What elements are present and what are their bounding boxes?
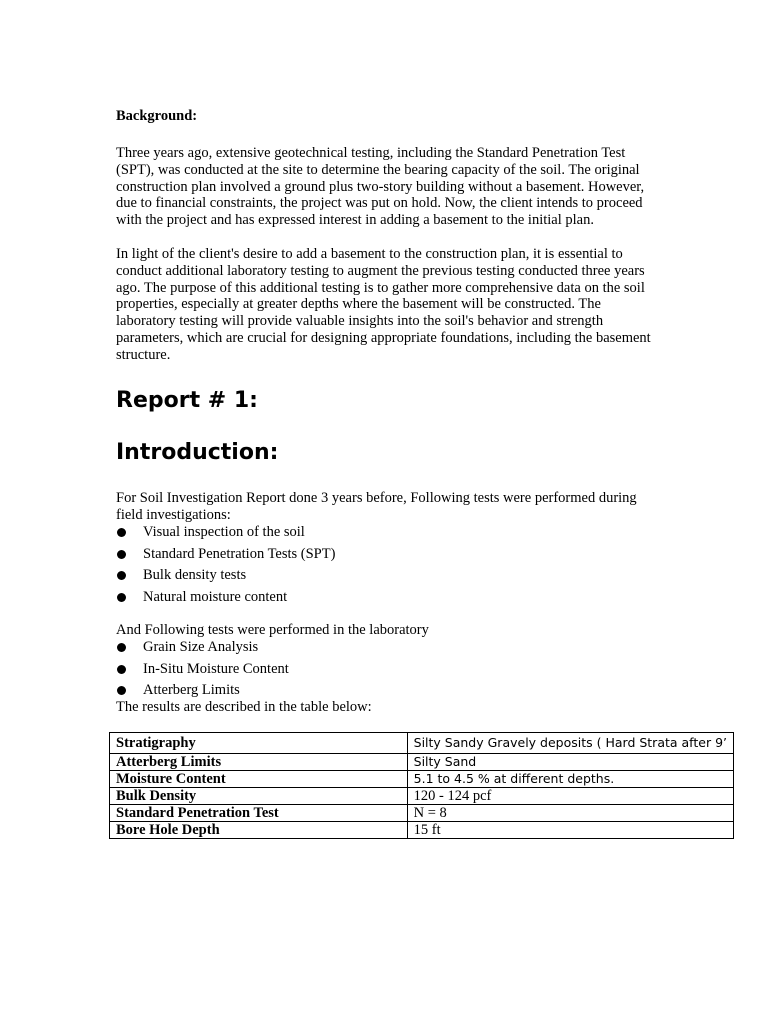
list-item <box>116 661 289 683</box>
lab-tests-list <box>116 639 289 704</box>
background-paragraph-2: In light of the client's desire to add a basement to the construction plan, it is essential to conduct additional laboratory testing to augment the previous testing conducted three years ago. The purpose of this additional testing is to gather more comprehensive data on the soil properties, especially at greater depths where the basement will be constructed. The laboratory testing will provide valuable insights into the soil's behavior and strength parameters, which are crucial for designing appropriate foundations, including the basement structure. <box>116 246 651 363</box>
bullet-icon <box>117 665 126 674</box>
table-row <box>110 771 734 788</box>
bullet-icon <box>117 528 126 537</box>
list-item-label: Grain Size Analysis <box>143 639 259 655</box>
table-row <box>110 754 734 771</box>
laboratory-text: And Following tests were performed in the laboratory <box>116 622 429 638</box>
list-item-label: Natural moisture content <box>143 588 288 605</box>
table-cell-value: 5.1 to 4.5 % at different depths. <box>407 771 733 788</box>
report-title: Report # 1: <box>116 388 258 413</box>
list-item <box>116 524 335 546</box>
table-cell-value: 120 - 124 pcf <box>407 788 733 805</box>
list-item-label: Standard Penetration Tests (SPT) <box>143 545 336 562</box>
introduction-heading: Introduction: <box>116 440 279 465</box>
list-item <box>116 546 335 568</box>
results-intro-text: The results are described in the table below: <box>116 699 372 715</box>
list-item-label: Bulk density tests <box>143 567 247 584</box>
list-item-label: Atterberg Limits <box>143 682 240 699</box>
table-cell-value: Silty Sandy Gravely deposits ( Hard Strata after 9’ <box>407 733 733 754</box>
field-tests-list <box>116 524 335 610</box>
table-cell-value: 15 ft <box>407 822 733 839</box>
table-cell-label: Bore Hole Depth <box>110 822 408 839</box>
table-cell-label: Standard Penetration Test <box>110 805 408 822</box>
list-item <box>116 567 335 589</box>
table-row <box>110 733 734 754</box>
table-cell-value: N = 8 <box>407 805 733 822</box>
table-row <box>110 822 734 839</box>
table-cell-label: Moisture Content <box>110 771 408 788</box>
bullet-icon <box>117 550 126 559</box>
bullet-icon <box>117 643 126 652</box>
results-table <box>109 732 734 839</box>
bullet-icon <box>117 686 126 695</box>
table-row <box>110 805 734 822</box>
list-item <box>116 589 335 611</box>
table-row <box>110 788 734 805</box>
bullet-icon <box>117 593 126 602</box>
background-heading: Background: <box>116 108 198 124</box>
list-item-label: Visual inspection of the soil <box>143 524 305 540</box>
table-cell-value: Silty Sand <box>407 754 733 771</box>
table-cell-label: Atterberg Limits <box>110 754 408 771</box>
table-cell-label: Stratigraphy <box>110 733 408 754</box>
introduction-text: For Soil Investigation Report done 3 years before, Following tests were performed during field investigations: <box>116 490 637 523</box>
background-paragraph-1: Three years ago, extensive geotechnical testing, including the Standard Penetration Test (SPT), was conducted at the site to determine the bearing capacity of the soil. The original construction plan involved a ground plus two-story building without a basement. However, due to financial constraints, the project was put on hold. Now, the client intends to proceed with the project and has expressed interest in adding a basement to the initial plan. <box>116 145 645 229</box>
bullet-icon <box>117 571 126 580</box>
table-cell-label: Bulk Density <box>110 788 408 805</box>
list-item-label: In-Situ Moisture Content <box>143 660 289 677</box>
list-item <box>116 639 289 661</box>
